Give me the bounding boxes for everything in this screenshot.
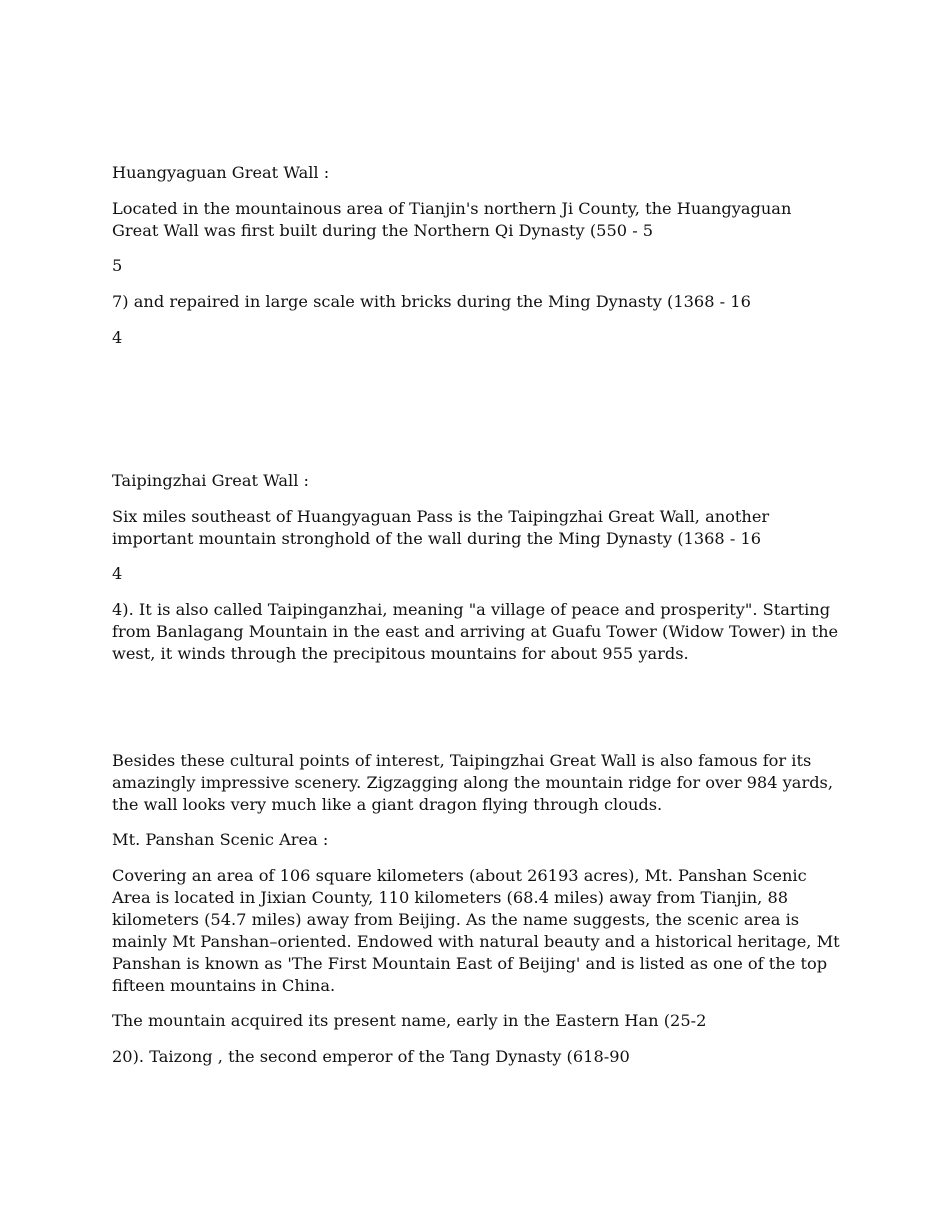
heading-taipingzhai: Taipingzhai Great Wall :	[112, 471, 310, 490]
paragraph-huangyaguan-intro: Located in the mountainous area of Tianjin's northern Ji County, the Huangyaguan Great Wall was first built during the Northern Qi Dynasty (550 - 5	[112, 199, 792, 240]
paragraph-panshan-name: The mountain acquired its present name, early in the Eastern Han (25-2	[112, 1011, 707, 1030]
paragraph-huangyaguan-ming: 7) and repaired in large scale with bricks during the Ming Dynasty (1368 - 16	[112, 292, 751, 311]
paragraph-fragment: 4	[112, 328, 123, 347]
document-page	[112, 0, 842, 1230]
paragraph-scenery: Besides these cultural points of interest, Taipingzhai Great Wall is also famous for its amazingly impressive scenery. Zigzagging along the mountain ridge for over 984 yards, the wall looks very much like a giant dragon flying through clouds.	[112, 751, 834, 814]
paragraph-taizong: 20). Taizong , the second emperor of the Tang Dynasty (618-90	[112, 1047, 630, 1066]
paragraph-taipingzhai-intro: Six miles southeast of Huangyaguan Pass is the Taipingzhai Great Wall, another important mountain stronghold of the wall during the Ming Dynasty (1368 - 16	[112, 507, 770, 548]
paragraph-panshan-intro: Covering an area of 106 square kilometers (about 26193 acres), Mt. Panshan Scenic Area is located in Jixian County, 110 kilometers (68.4 miles) away from Tianjin, 88 kilometers (54.7 miles) away from Beijing. As the name suggests, the scenic area is mainly Mt Panshan–oriented. Endowed with natural beauty and a historical heritage, Mt Panshan is known as 'The First Mountain East of Beijing' and is listed as one of the top fifteen mountains in China.	[112, 866, 840, 995]
paragraph-taipinganzhai: 4). It is also called Taipinganzhai, meaning "a village of peace and prosperity". Starting from Banlagang Mountain in the east and arriving at Guafu Tower (Widow Tower) in the west, it winds through the precipitous mountains for about 955 yards.	[112, 600, 839, 663]
paragraph-fragment: 5	[112, 256, 123, 275]
heading-huangyaguan: Huangyaguan Great Wall :	[112, 163, 330, 182]
paragraph-fragment: 4	[112, 564, 123, 583]
heading-panshan: Mt. Panshan Scenic Area :	[112, 830, 329, 849]
